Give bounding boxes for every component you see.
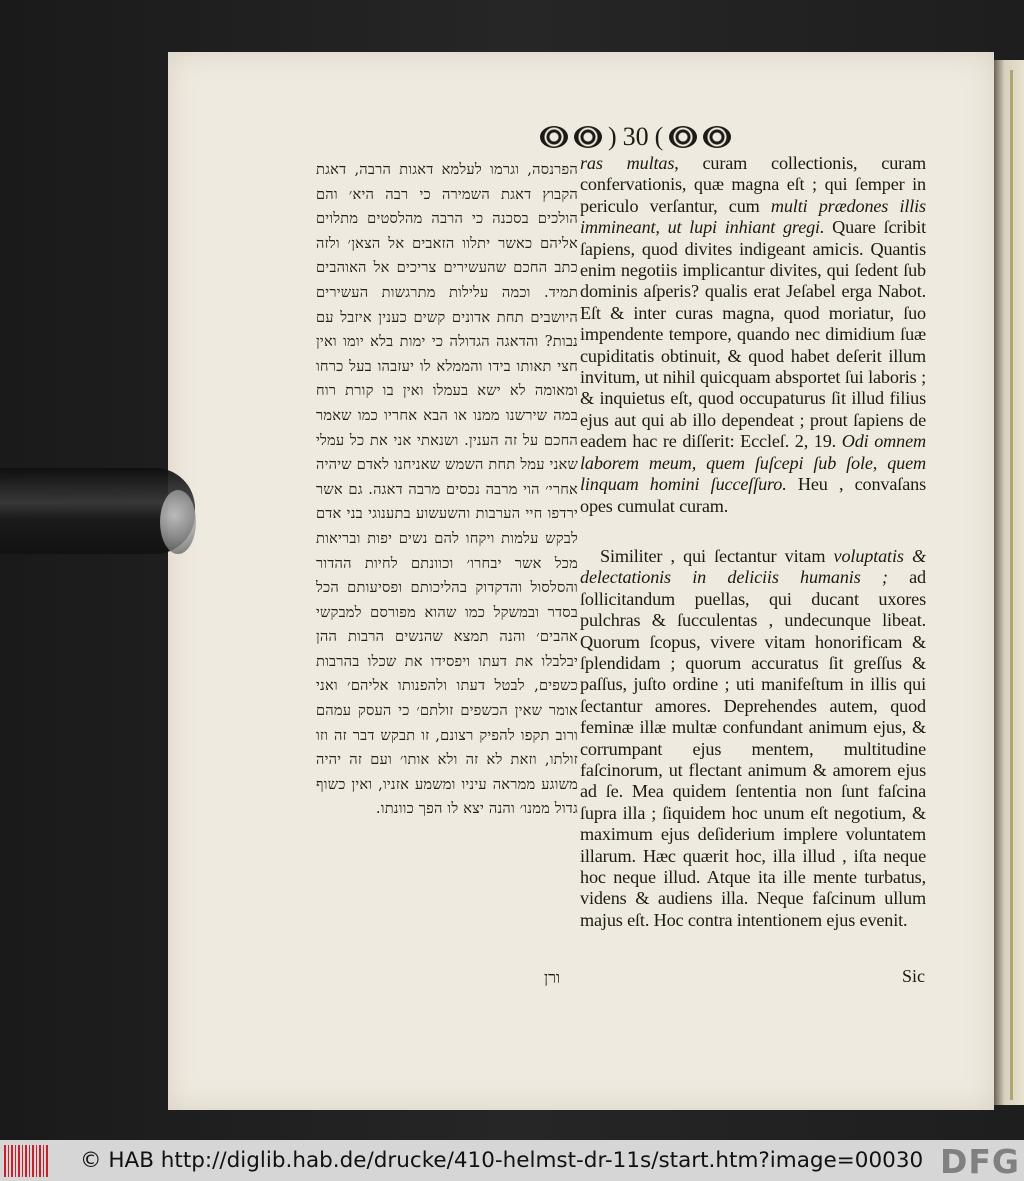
catchword-latin: Sic [902, 966, 926, 986]
latin-text: , curam collectionis, curam confervationis, quæ magna eſt ; qui ſemper in periculo verſantur, cum [580, 153, 926, 216]
viewer-footer [0, 1140, 1024, 1181]
latin-italic: ras multas [580, 153, 675, 173]
latin-paragraph-2 [580, 546, 926, 931]
page-edge-gilt [1010, 70, 1013, 1100]
latin-text: Heu , convaſans opes cumulat curam. [580, 474, 926, 516]
fleuron-ornament-icon [540, 126, 568, 148]
latin-italic: voluptatis & delectationis in deliciis humanis ; [580, 545, 927, 588]
latin-text: Similiter , qui ſectantur vitam [600, 545, 834, 566]
fleuron-ornament-icon [574, 126, 602, 148]
paren-right: ( [654, 122, 664, 151]
page-clamp-tip [160, 490, 196, 554]
hab-barcode-icon [4, 1145, 48, 1177]
latin-italic: Odi omnem laborem meum, quem ſuſcepi ſub ſole, quem linquam homini ſucceſſuro. [580, 431, 926, 495]
page-header [540, 122, 731, 152]
fleuron-ornament-icon [669, 126, 697, 148]
latin-italic: multi prædones illis immineant, ut lupi inhiant gregi. [580, 195, 926, 238]
image-url-link[interactable]: © HAB http://diglib.hab.de/drucke/410-helmst-dr-11s/start.htm?image=00030 [80, 1148, 924, 1173]
latin-column [580, 153, 926, 931]
catchword-hebrew: ורן [544, 968, 561, 987]
latin-paragraph-1 [580, 153, 926, 517]
paren-left: ) [608, 122, 617, 151]
hebrew-column: הפרנסה, וגרמו לעלמא דאגות הרבה, דאגת הקבוץ דאגת השמירה כי רבה היא׳ והם הולכים בסכנה כי הרבה מהלסטים מתלוים אליהם כאשר יתלוו הזאבים אל הצאן׳ ולזה כתב החכם שהעשירים צריכים אל האוהבים תמיד. וכמה עלילות מתרגשות העשירים היושבים תחת אדונים קשים כענין איזבל עם נבות? והדאגה הגדולה כי ימות בלא יומו ואין חצי תאותו בידו והממלא לו יעזבהו בעל כרחו ומאומה לא ישא בעמלו ואין בו קורת רוח במה שירשנו ממנו או הבא אחריו כמו שאמר החכם על זה הענין. ושנאתי אני את כל עמלי שאני עמל תחת השמש שאניחנו לאדם שיהיה אחרי׳ הוי מרבה נכסים מרבה דאגה. גם אשר ירדפו חיי הערבות והשעשוע בתענוגי בני אדם לבקש עלמות ויקחו להם נשים יפות ובריאות מכל אשר יבחרו׳ וכוונתם לחיות ההדור והסלסול והדקדוק בהליכותם ופסיעותם הכל בסדר ובמשקל כמו שהוא מפורסם למבקשי אהבים׳ והנה תמצא שהנשים הרבות ההן יבלבלו את דעתו ויפסידו את שכלו בהרבות כשפים, לבטל דעתו ולהפנותו אליהם׳ ואני אומר שאין הכשפים זולתם׳ כי העסק עמהם ורוב תקפו להפיק רצונם, זו תבקש דבר זה וזו זולתו, וזאת לא זה ולא אותו׳ ועם זה יהיה משוגע ממראה עיניו ומשמע אזניו, ואין כשוף גדול ממנו׳ והנה יצא לו הפך כוונתו. [316, 161, 578, 818]
fleuron-ornament-icon [703, 126, 731, 148]
latin-text: Quare ſcribit ſapiens, quod divites indigeant amicis. Quantis enim negotiis implicantur divites, qui ſedent ſub dominis aſperis? qualis erat Jeſabel erga Nabot. Eſt & inter curas magna, quod moriatur, ſuo impendente tempore, quando nec dimidium ſuæ cupiditatis obtinuit, & quod habet deſerit illum invitum, ut nihil quicquam absportet ſui laboris ; & inquietus eſt, quod occupaturus ſit illud filius ejus aut qui ab illo dependeat ; prout ſapiens de eadem hac re diſſerit: Eccleſ. 2, 19. [580, 217, 926, 452]
latin-text: ad ſollicitandum puellas, qui ducant uxores pulchras & ſucculentas , undecunque libeat. Quorum ſcopus, vivere vitam honorificam & ſplendidam ; quorum accuratus ſit greſſus & paſſus, juſto ordine ; uti manifeſtum in illis qui ſectantur amores. Deprehendes autem, quod feminæ illæ multæ confundant animum ejus, & corrumpant ejus mentem, multitudine faſcinorum, ut flectant animum & amorem ejus ad ſe. Mea quidem ſententia non ſunt faſcina ſupra illa ; ſiquidem hoc unum eſt negotium, & maximum ejus deſiderium implere voluntatem illarum. Hæc quærit hoc, illa illud , iſta neque hoc neque illud. Atque ita ille mente turbatus, videns & audiens illa. Neque faſcinum ullum majus eſt. Hoc contra intentionem ejus evenit. [580, 567, 927, 930]
dfg-logo: DFG [939, 1142, 1020, 1181]
page-number: 30 [622, 122, 649, 151]
next-page-edge [994, 60, 1024, 1105]
